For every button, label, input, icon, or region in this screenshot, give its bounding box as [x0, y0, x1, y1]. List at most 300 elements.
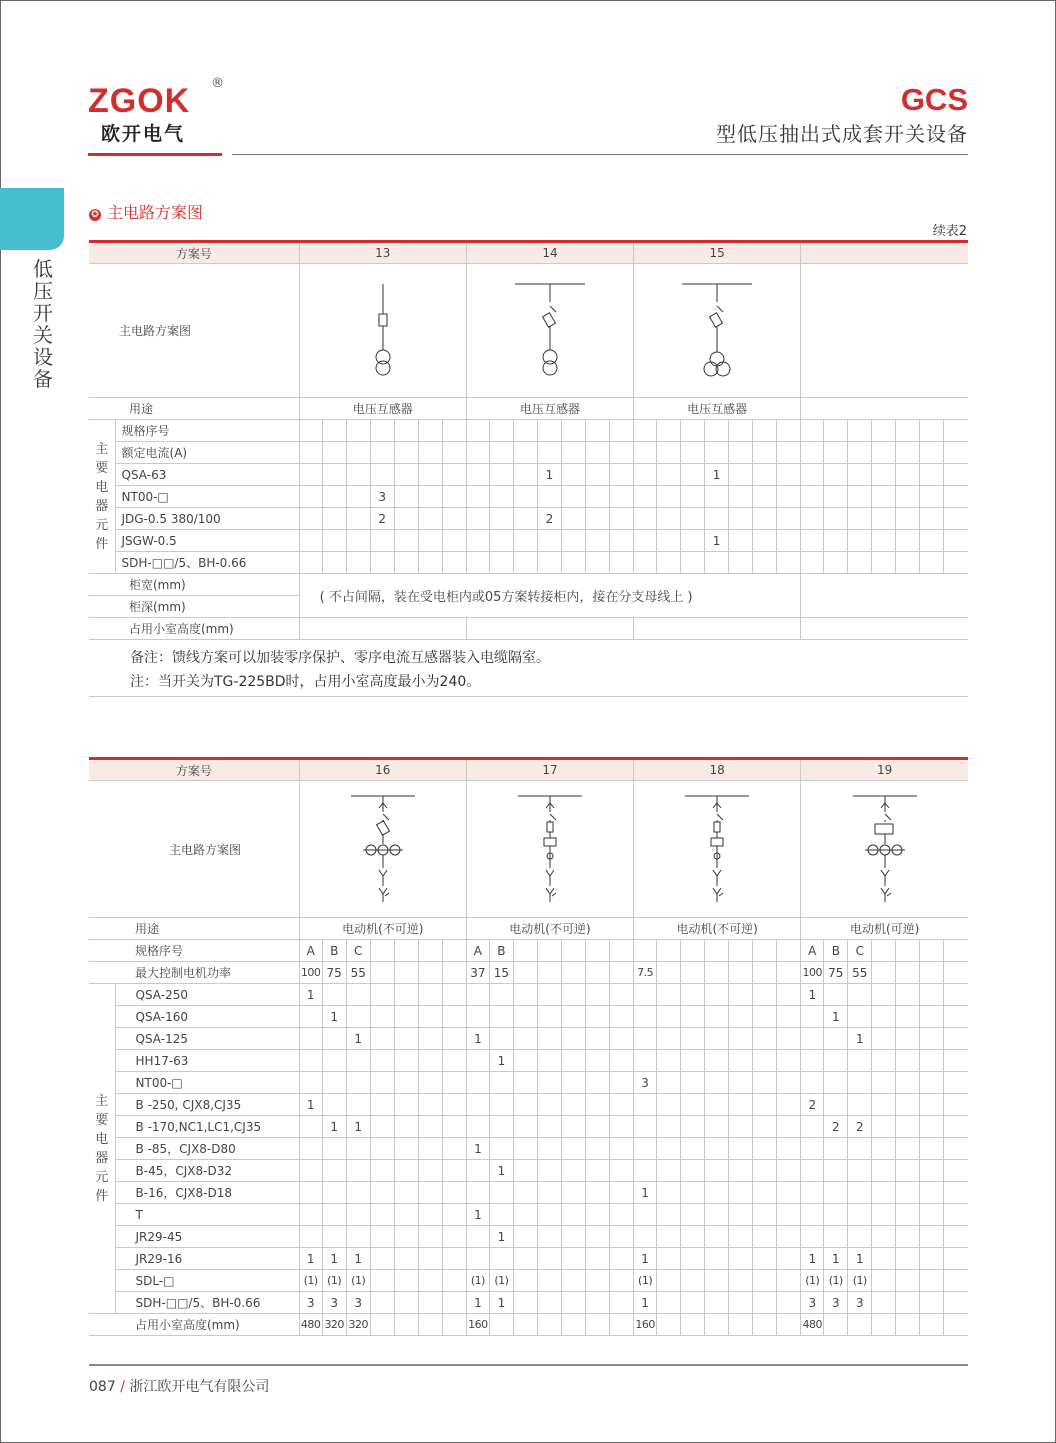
value-cell: [920, 1050, 944, 1072]
value-cell: [609, 442, 633, 464]
value-cell: [609, 1028, 633, 1050]
value-cell: 15: [489, 962, 513, 984]
value-cell: 75: [824, 962, 848, 984]
value-cell: [442, 1248, 466, 1270]
component-label: SDH-□□/5、BH-0.66: [115, 552, 299, 574]
value-cell: [489, 420, 513, 442]
component-label: QSA-63: [115, 464, 299, 486]
diagram-cell-18: [634, 781, 801, 918]
value-cell: [896, 1292, 920, 1314]
value-cell: [299, 1226, 322, 1248]
value-cell: [872, 1182, 896, 1204]
value-cell: [848, 464, 872, 486]
value-cell: [370, 530, 394, 552]
value-cell: [418, 1006, 442, 1028]
table-row: [89, 442, 968, 464]
value-cell: [513, 962, 537, 984]
value-cell: [944, 552, 968, 574]
value-cell: [609, 486, 633, 508]
value-cell: [346, 1182, 370, 1204]
value-cell: [370, 1006, 394, 1028]
value-cell: [848, 1072, 872, 1094]
value-cell: [896, 1182, 920, 1204]
value-cell: [370, 1270, 394, 1292]
value-cell: [896, 1072, 920, 1094]
value-cell: [561, 1138, 585, 1160]
value-cell: [513, 552, 537, 574]
value-cell: [561, 1226, 585, 1248]
value-cell: [753, 552, 777, 574]
value-cell: [609, 1072, 633, 1094]
value-cell: [872, 1226, 896, 1248]
value-cell: [920, 1006, 944, 1028]
value-cell: [920, 1160, 944, 1182]
value-cell: [777, 1292, 801, 1314]
value-cell: [561, 486, 585, 508]
value-cell: [753, 1270, 777, 1292]
value-cell: A: [466, 940, 489, 962]
value-cell: [657, 1006, 681, 1028]
usage-cell: 电压互感器: [634, 398, 801, 420]
value-cell: [466, 618, 633, 640]
value-cell: [705, 1006, 729, 1028]
value-cell: [585, 1292, 609, 1314]
value-cell: [634, 464, 657, 486]
value-cell: [394, 1182, 418, 1204]
value-cell: [561, 1204, 585, 1226]
value-cell: [561, 1028, 585, 1050]
scheme-no: 19: [801, 759, 968, 781]
value-cell: [442, 1028, 466, 1050]
value-cell: [944, 1292, 968, 1314]
value-cell: (1): [322, 1270, 346, 1292]
value-cell: [394, 1138, 418, 1160]
value-cell: 1: [489, 1226, 513, 1248]
value-cell: [394, 940, 418, 962]
value-cell: [299, 420, 322, 442]
value-cell: [346, 1094, 370, 1116]
value-cell: [657, 1072, 681, 1094]
value-cell: 1: [848, 1248, 872, 1270]
value-cell: 1: [489, 1160, 513, 1182]
component-label: T: [115, 1204, 299, 1226]
value-cell: [537, 1072, 561, 1094]
value-cell: [729, 464, 753, 486]
value-cell: [657, 1314, 681, 1336]
value-cell: [370, 1116, 394, 1138]
value-cell: [418, 1116, 442, 1138]
value-cell: [346, 530, 370, 552]
value-cell: [346, 508, 370, 530]
value-cell: [705, 420, 729, 442]
usage-cell: 电动机(可逆): [801, 918, 968, 940]
component-label: 额定电流(A): [115, 442, 299, 464]
value-cell: [489, 508, 513, 530]
value-cell: [920, 1182, 944, 1204]
usage-cell: [801, 398, 968, 420]
value-cell: [729, 486, 753, 508]
value-cell: [896, 1248, 920, 1270]
value-cell: [824, 508, 848, 530]
value-cell: [370, 1094, 394, 1116]
value-cell: [729, 1094, 753, 1116]
value-cell: [753, 1248, 777, 1270]
value-cell: [394, 1094, 418, 1116]
continued-label: 续表2: [932, 224, 967, 239]
value-cell: [394, 1204, 418, 1226]
value-cell: [537, 1182, 561, 1204]
value-cell: [729, 1072, 753, 1094]
value-cell: [513, 1226, 537, 1248]
table-row: [89, 552, 968, 574]
chapter-tab: [0, 188, 86, 250]
value-cell: [394, 1248, 418, 1270]
value-cell: [777, 984, 801, 1006]
value-cell: [418, 1226, 442, 1248]
usage-label: 用途: [89, 918, 299, 940]
value-cell: [537, 1270, 561, 1292]
table-row: [89, 1138, 968, 1160]
value-cell: [944, 962, 968, 984]
value-cell: [681, 1248, 705, 1270]
value-cell: [872, 1292, 896, 1314]
value-cell: [705, 1270, 729, 1292]
value-cell: [729, 984, 753, 1006]
table-row: [89, 1072, 968, 1094]
registered-mark: ®: [211, 76, 224, 91]
value-cell: [848, 552, 872, 574]
value-cell: 1: [634, 1292, 657, 1314]
value-cell: [585, 1006, 609, 1028]
value-cell: [896, 1138, 920, 1160]
value-cell: [681, 1314, 705, 1336]
value-cell: [609, 508, 633, 530]
value-cell: [634, 1050, 657, 1072]
value-cell: [777, 1314, 801, 1336]
table-row: [89, 1094, 968, 1116]
value-cell: [920, 1116, 944, 1138]
value-cell: [370, 552, 394, 574]
value-cell: [896, 530, 920, 552]
value-cell: [394, 962, 418, 984]
diagram-cell-19: [801, 781, 968, 918]
value-cell: [729, 940, 753, 962]
value-cell: [944, 940, 968, 962]
value-cell: [442, 1160, 466, 1182]
value-cell: [753, 1138, 777, 1160]
value-cell: [872, 1270, 896, 1292]
value-cell: [489, 464, 513, 486]
value-cell: 480: [299, 1314, 322, 1336]
value-cell: [801, 508, 824, 530]
company-logo-subtitle: 欧开电气: [101, 123, 186, 145]
value-cell: [370, 1050, 394, 1072]
value-cell: [537, 1006, 561, 1028]
value-cell: [299, 464, 322, 486]
value-cell: [394, 1226, 418, 1248]
value-cell: [896, 1006, 920, 1028]
value-cell: B: [322, 940, 346, 962]
value-cell: [299, 618, 466, 640]
section-title: [89, 200, 203, 223]
value-cell: [466, 1006, 489, 1028]
value-cell: [322, 442, 346, 464]
component-group-label: 主要电器元件: [89, 984, 115, 1314]
component-label: JDG-0.5 380/100: [115, 508, 299, 530]
value-cell: [729, 1204, 753, 1226]
value-cell: [872, 508, 896, 530]
table-row: [89, 984, 968, 1006]
value-cell: [657, 1204, 681, 1226]
value-cell: [585, 1050, 609, 1072]
value-cell: [537, 420, 561, 442]
value-cell: [777, 464, 801, 486]
value-cell: [322, 1138, 346, 1160]
value-cell: [705, 1050, 729, 1072]
value-cell: [537, 1094, 561, 1116]
value-cell: [537, 1050, 561, 1072]
value-cell: [753, 984, 777, 1006]
value-cell: [848, 530, 872, 552]
value-cell: [585, 1226, 609, 1248]
value-cell: [442, 1270, 466, 1292]
value-cell: [585, 984, 609, 1006]
value-cell: [394, 1006, 418, 1028]
section-title-text: 主电路方案图: [107, 203, 204, 222]
value-cell: 320: [322, 1314, 346, 1336]
value-cell: [896, 486, 920, 508]
value-cell: 2: [370, 508, 394, 530]
value-cell: 1: [705, 530, 729, 552]
value-cell: [801, 1116, 824, 1138]
value-cell: [585, 464, 609, 486]
value-cell: [513, 984, 537, 1006]
value-cell: 3: [299, 1292, 322, 1314]
value-cell: 1: [824, 1248, 848, 1270]
value-cell: [466, 1160, 489, 1182]
value-cell: [322, 1050, 346, 1072]
value-cell: [657, 486, 681, 508]
value-cell: [920, 530, 944, 552]
value-cell: [585, 552, 609, 574]
value-cell: [657, 1248, 681, 1270]
value-cell: [418, 1028, 442, 1050]
table-row: [89, 1028, 968, 1050]
value-cell: [466, 1248, 489, 1270]
value-cell: [634, 940, 657, 962]
value-cell: [872, 1160, 896, 1182]
value-cell: [896, 508, 920, 530]
value-cell: [537, 552, 561, 574]
component-label: B-45，CJX8-D32: [115, 1160, 299, 1182]
value-cell: [537, 486, 561, 508]
value-cell: 2: [824, 1116, 848, 1138]
value-cell: [299, 1204, 322, 1226]
value-cell: [513, 530, 537, 552]
table-row: [89, 1160, 968, 1182]
value-cell: [681, 1270, 705, 1292]
value-cell: [777, 1226, 801, 1248]
table-row: [89, 1182, 968, 1204]
compartment-height-label: 占用小室高度(mm): [89, 618, 299, 640]
value-cell: [729, 1314, 753, 1336]
value-cell: [705, 552, 729, 574]
chapter-label: 低压开关设备: [33, 257, 53, 391]
value-cell: (1): [299, 1270, 322, 1292]
value-cell: [609, 1314, 633, 1336]
value-cell: [322, 1028, 346, 1050]
component-label: JR29-16: [115, 1248, 299, 1270]
value-cell: [753, 1094, 777, 1116]
value-cell: [609, 1226, 633, 1248]
diagram-cell-17: [466, 781, 633, 918]
value-cell: [777, 1248, 801, 1270]
value-cell: 480: [801, 1314, 824, 1336]
value-cell: [442, 1204, 466, 1226]
chapter-letter: B: [64, 200, 86, 233]
value-cell: [657, 940, 681, 962]
table-row: [89, 1006, 968, 1028]
value-cell: [705, 940, 729, 962]
value-cell: [442, 940, 466, 962]
value-cell: [681, 464, 705, 486]
table-row: [89, 574, 968, 596]
value-cell: [801, 1160, 824, 1182]
value-cell: [896, 1204, 920, 1226]
value-cell: [609, 940, 633, 962]
value-cell: [944, 1182, 968, 1204]
value-cell: [322, 1160, 346, 1182]
value-cell: [896, 464, 920, 486]
value-cell: [634, 508, 657, 530]
value-cell: [848, 442, 872, 464]
value-cell: 37: [466, 962, 489, 984]
component-label: NT00-□: [115, 1072, 299, 1094]
value-cell: [322, 1226, 346, 1248]
value-cell: [753, 1204, 777, 1226]
value-cell: [824, 1182, 848, 1204]
value-cell: [872, 442, 896, 464]
value-cell: (1): [824, 1270, 848, 1292]
value-cell: [442, 1292, 466, 1314]
value-cell: [418, 1314, 442, 1336]
table-row: [89, 1204, 968, 1226]
value-cell: [944, 1006, 968, 1028]
table-row: [89, 420, 968, 442]
value-cell: [872, 1138, 896, 1160]
scheme-no: 13: [299, 242, 466, 264]
value-cell: [418, 1270, 442, 1292]
table1-notes: [130, 646, 550, 694]
value-cell: [299, 530, 322, 552]
value-cell: [920, 1028, 944, 1050]
value-cell: [944, 1248, 968, 1270]
component-label: SDL-□: [115, 1270, 299, 1292]
value-cell: [681, 420, 705, 442]
value-cell: [681, 1006, 705, 1028]
usage-cell: 电动机(不可逆): [299, 918, 466, 940]
value-cell: [753, 1116, 777, 1138]
value-cell: [561, 508, 585, 530]
value-cell: [872, 420, 896, 442]
notes-rule: [89, 696, 968, 697]
value-cell: [848, 1006, 872, 1028]
value-cell: [944, 486, 968, 508]
value-cell: [657, 1138, 681, 1160]
value-cell: [561, 442, 585, 464]
value-cell: [609, 962, 633, 984]
value-cell: [681, 1160, 705, 1182]
product-code: GCS: [900, 82, 968, 117]
value-cell: [537, 1160, 561, 1182]
value-cell: [848, 508, 872, 530]
component-label: B-16，CJX8-D18: [115, 1182, 299, 1204]
usage-cell: 电动机(不可逆): [634, 918, 801, 940]
value-cell: [370, 442, 394, 464]
value-cell: [418, 962, 442, 984]
value-cell: [872, 1314, 896, 1336]
value-cell: [513, 1028, 537, 1050]
value-cell: [346, 442, 370, 464]
value-cell: [705, 1204, 729, 1226]
table-row: [89, 1226, 968, 1248]
value-cell: [824, 486, 848, 508]
component-label: HH17-63: [115, 1050, 299, 1072]
table-row: [89, 464, 968, 486]
value-cell: [872, 1094, 896, 1116]
value-cell: [753, 940, 777, 962]
value-cell: [729, 1006, 753, 1028]
value-cell: 1: [466, 1138, 489, 1160]
value-cell: [609, 1182, 633, 1204]
table-row: [89, 781, 968, 918]
value-cell: [370, 1292, 394, 1314]
value-cell: [896, 1094, 920, 1116]
value-cell: [729, 420, 753, 442]
value-cell: [872, 1006, 896, 1028]
value-cell: [513, 508, 537, 530]
value-cell: C: [346, 940, 370, 962]
value-cell: [394, 1270, 418, 1292]
value-cell: [466, 552, 489, 574]
value-cell: [920, 508, 944, 530]
value-cell: [466, 508, 489, 530]
motor-feeder-diagram: [835, 790, 935, 908]
diagram-cell-empty: [801, 264, 968, 398]
table-row: [89, 1270, 968, 1292]
value-cell: [872, 1116, 896, 1138]
value-cell: [824, 1072, 848, 1094]
value-cell: [418, 1138, 442, 1160]
value-cell: 1: [634, 1182, 657, 1204]
diagram-cell-14: [466, 264, 633, 398]
value-cell: [370, 1160, 394, 1182]
component-label: QSA-250: [115, 984, 299, 1006]
value-cell: 2: [801, 1094, 824, 1116]
value-cell: [657, 962, 681, 984]
value-cell: [322, 552, 346, 574]
table-row: [89, 508, 968, 530]
value-cell: [681, 984, 705, 1006]
value-cell: [944, 1028, 968, 1050]
value-cell: C: [848, 940, 872, 962]
value-cell: [872, 1028, 896, 1050]
value-cell: [418, 1248, 442, 1270]
value-cell: [634, 486, 657, 508]
value-cell: [561, 1314, 585, 1336]
value-cell: [513, 1314, 537, 1336]
value-cell: [777, 486, 801, 508]
